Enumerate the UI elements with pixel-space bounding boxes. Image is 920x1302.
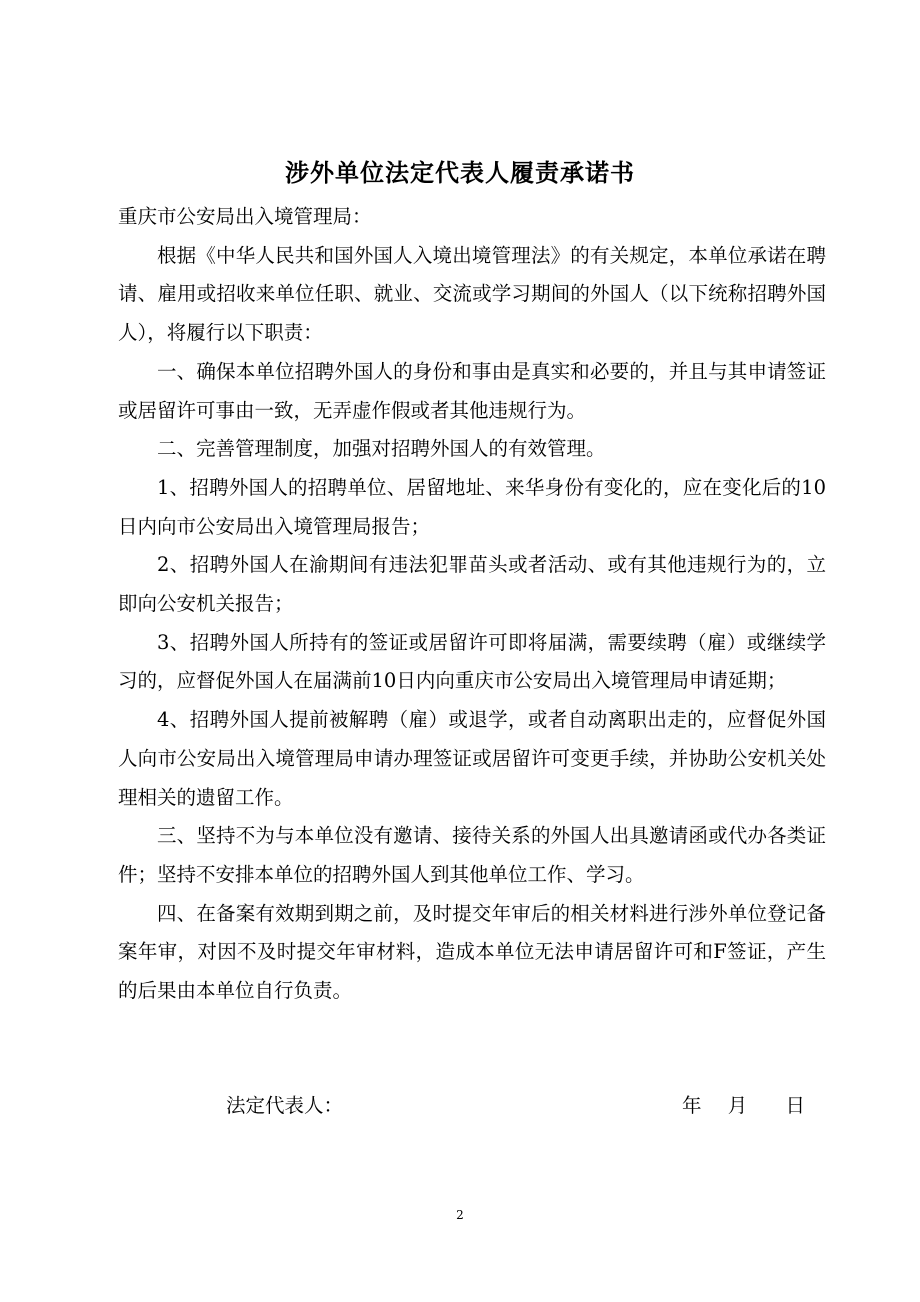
addressee: 重庆市公安局出入境管理局： — [118, 205, 372, 228]
paragraph-item-1: 一、确保本单位招聘外国人的身份和事由是真实和必要的，并且与其申请签证或居留许可事由一致，无弄虚作假或者其他违规行为。 — [118, 359, 826, 422]
document-body — [118, 198, 826, 1011]
paragraph-intro: 根据《中华人民共和国外国人入境出境管理法》的有关规定，本单位承诺在聘请、雇用或招收来单位任职、就业、交流或学习期间的外国人（以下统称招聘外国人），将履行以下职责： — [118, 243, 826, 345]
paragraph-item-3: 三、坚持不为与本单位没有邀请、接待关系的外国人出具邀请函或代办各类证件；坚持不安排本单位的招聘外国人到其他单位工作、学习。 — [118, 824, 826, 886]
paragraph-subitem-2: 2、招聘外国人在渝期间有违法犯罪苗头或者活动、或有其他违规行为的，立即向公安机关报告； — [118, 553, 826, 616]
paragraph-subitem-1: 1、招聘外国人的招聘单位、居留地址、来华身份有变化的，应在变化后的10日内向市公安局出入境管理局报告； — [118, 475, 826, 538]
date-fields — [682, 1087, 805, 1125]
document-title: 涉外单位法定代表人履责承诺书 — [285, 159, 635, 187]
paragraph-item-2: 二、完善管理制度，加强对招聘外国人的有效管理。 — [157, 437, 606, 461]
signature-label: 法定代表人： — [226, 1094, 344, 1117]
date-day-label: 日 — [785, 1094, 805, 1117]
date-month-label: 月 — [727, 1094, 748, 1117]
page-number: 2 — [456, 1208, 464, 1222]
date-year-label: 年 — [682, 1094, 702, 1117]
paragraph-subitem-4: 4、招聘外国人提前被解聘（雇）或退学，或者自动离职出走的，应督促外国人向市公安局出入境管理局申请办理签证或居留许可变更手续，并协助公安机关处理相关的遗留工作。 — [118, 708, 826, 809]
paragraph-item-4: 四、在备案有效期到期之前，及时提交年审后的相关材料进行涉外单位登记备案年审，对因不及时提交年审材料，造成本单位无法申请居留许可和F签证，产生的后果由本单位自行负责。 — [118, 901, 826, 1003]
paragraph-subitem-3: 3、招聘外国人所持有的签证或居留许可即将届满，需要续聘（雇）或继续学习的，应督促外国人在届满前10日内向重庆市公安局出入境管理局申请延期； — [118, 630, 826, 693]
